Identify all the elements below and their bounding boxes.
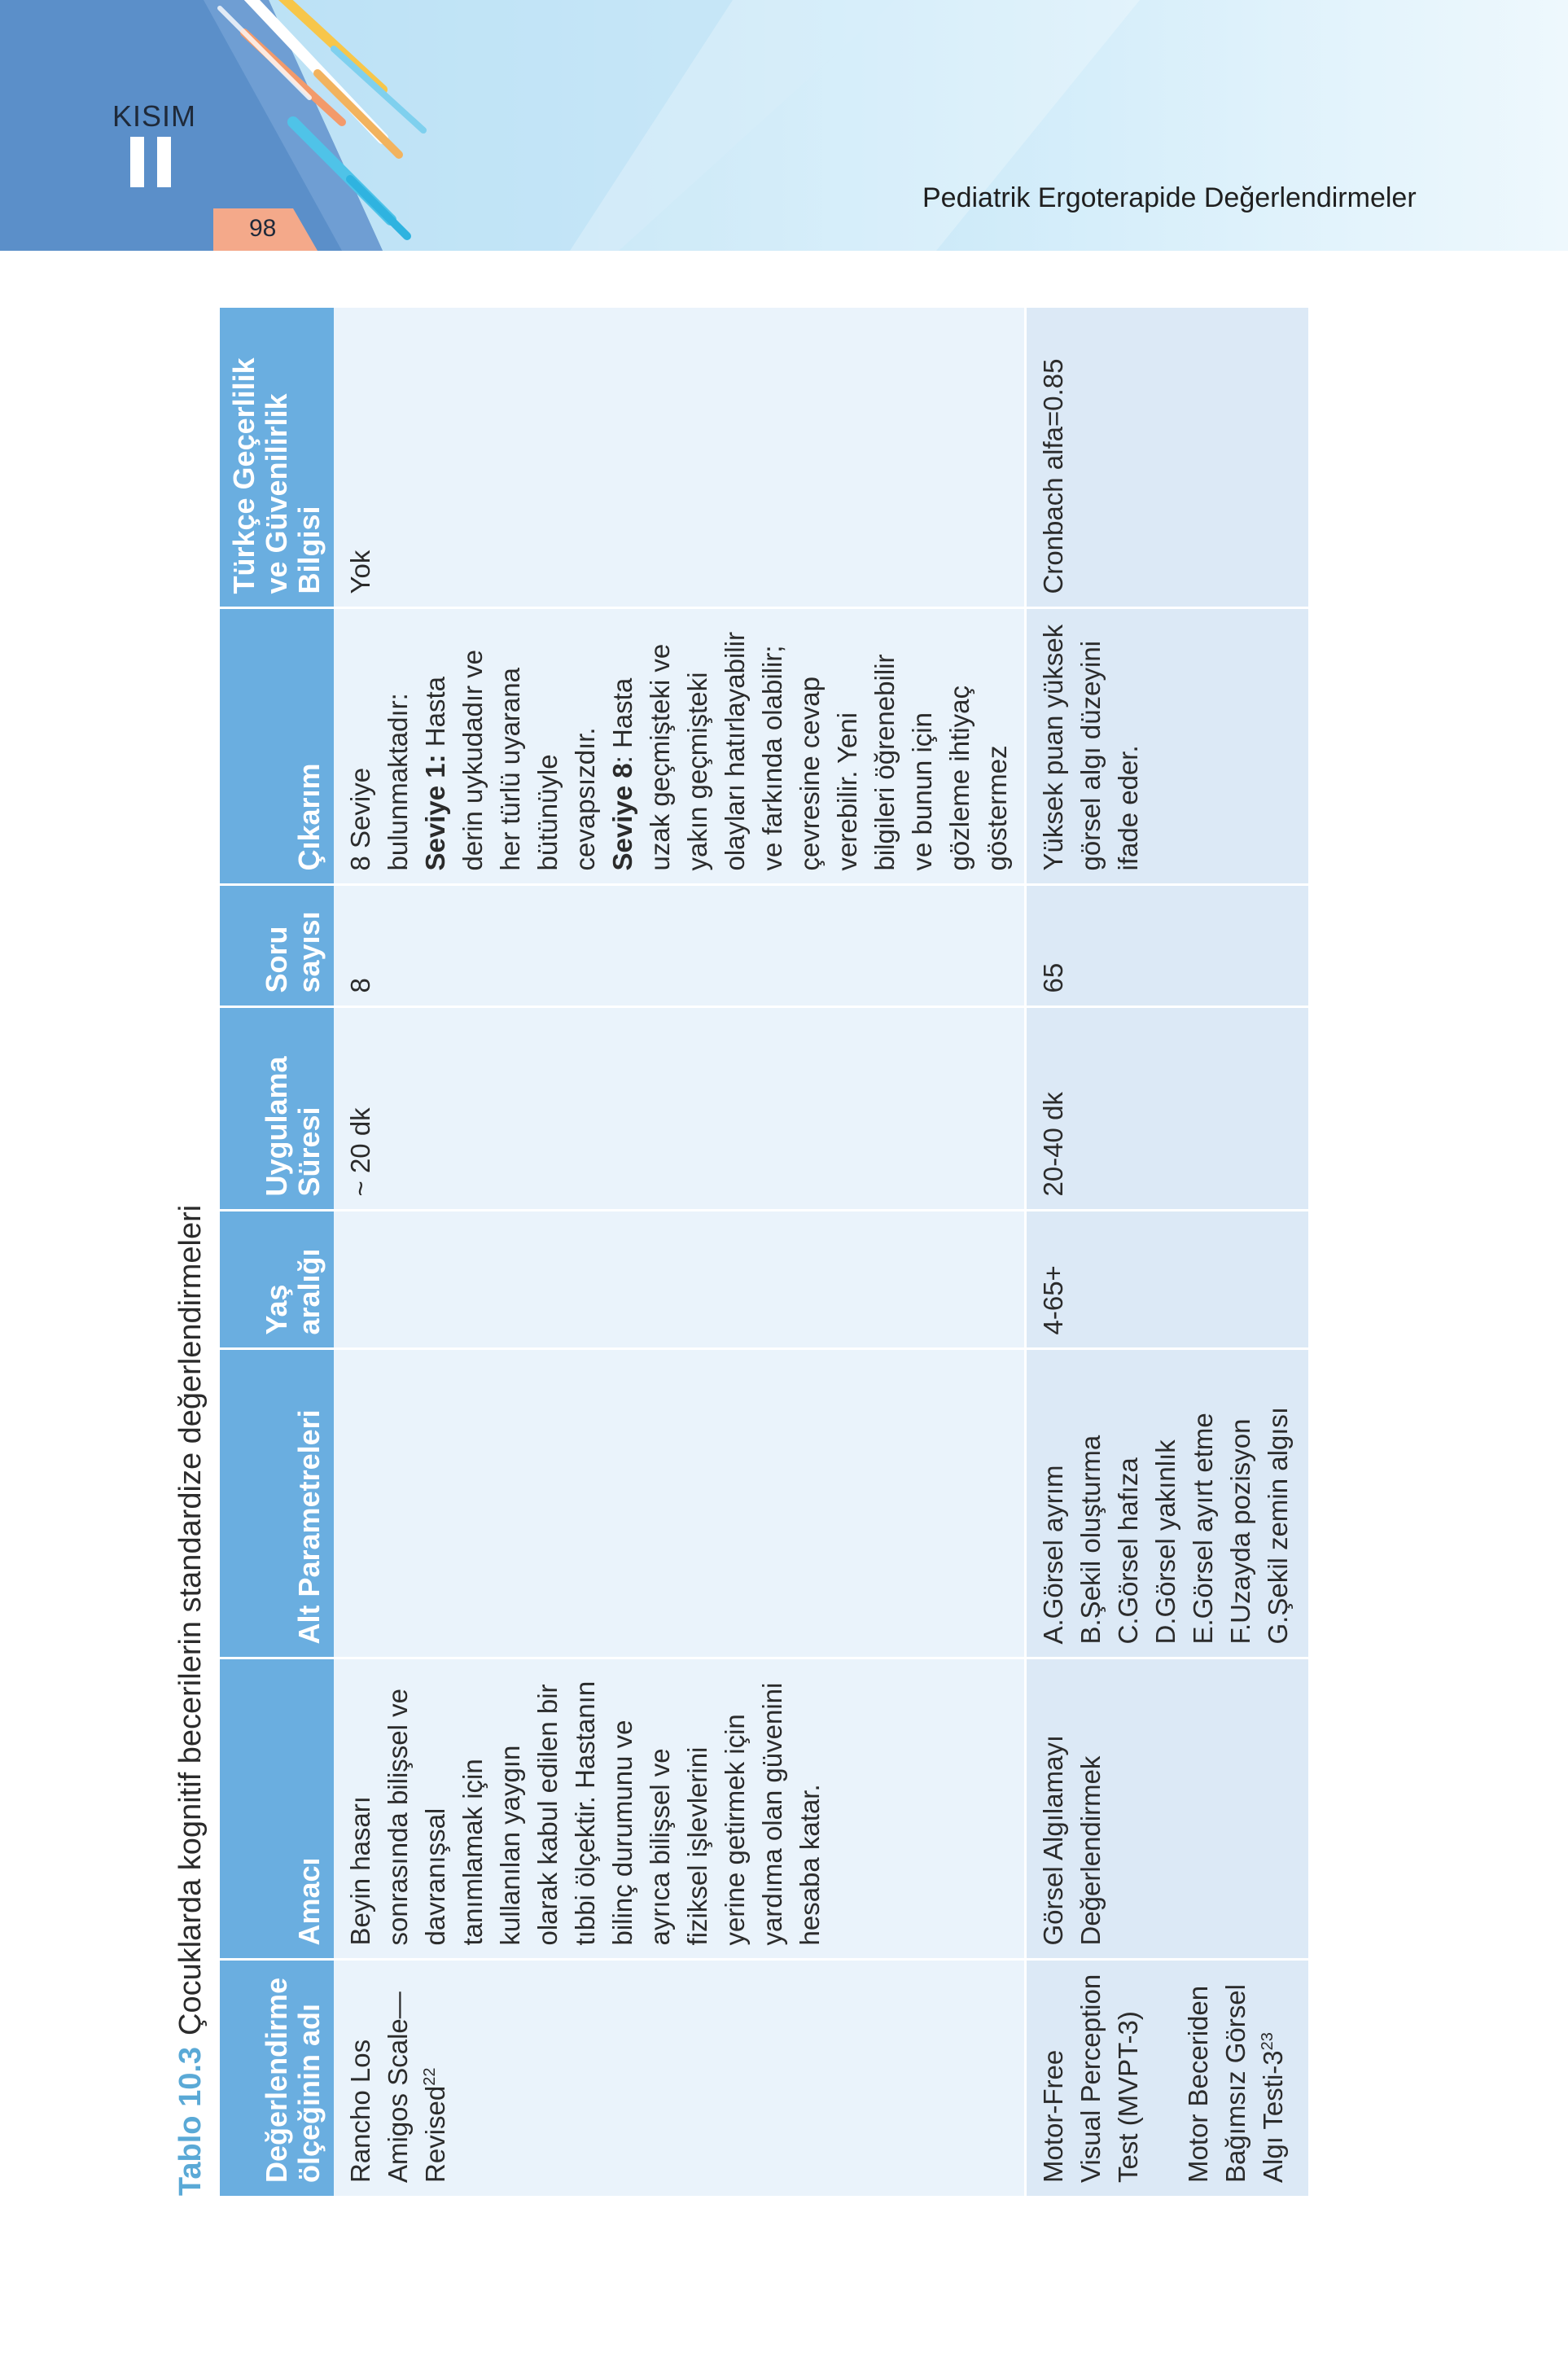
subparam-item: A.Görsel ayrım xyxy=(1038,1465,1068,1645)
header-turkish: Türkçe Geçerlilik ve Güvenilirlik Bilgisi xyxy=(220,307,334,608)
header-age: Yaş aralığı xyxy=(220,1211,334,1349)
cell-age xyxy=(334,1211,1026,1349)
scale-name-turkish: Motor Beceriden Bağımsız Görsel Algı Testi-3 xyxy=(1183,1984,1288,2183)
level-1-label: Seviye 1: xyxy=(420,754,450,871)
header-purpose: Amacı xyxy=(220,1658,334,1960)
header-duration: Uygulama Süresi xyxy=(220,1007,334,1211)
table-row xyxy=(1026,307,1309,2196)
table-header-row xyxy=(220,307,334,2196)
subparam-item: C.Görsel hafıza xyxy=(1113,1457,1143,1645)
table-row xyxy=(334,307,1026,2196)
cell-name xyxy=(334,1960,1026,2196)
level-8-text: : Hasta uzak geçmişteki ve yakın geçmişteki olayları hatırlayabilir ve farkında olabilir; çevresine cevap verebilir. Yeni bilgileri öğrenebilir ve bunun için gözleme ihtiyaç göstermez xyxy=(607,632,1012,871)
table-caption xyxy=(161,1205,220,2196)
output-intro: 8 Seviye bulunmaktadır: xyxy=(345,693,413,871)
part-numeral xyxy=(127,137,174,187)
reference-number: 22 xyxy=(421,2067,439,2086)
cell-duration: ~ 20 dk xyxy=(334,1007,1026,1211)
level-8-label: Seviye 8 xyxy=(607,763,637,871)
subparam-item: F.Uzayda pozisyon xyxy=(1225,1418,1255,1645)
reference-number: 23 xyxy=(1259,2032,1277,2051)
cell-subparams xyxy=(334,1349,1026,1658)
subparam-item: D.Görsel yakınlık xyxy=(1150,1439,1180,1645)
cognitive-assessments-table xyxy=(220,306,1308,2197)
subparam-item: B.Şekil oluşturma xyxy=(1075,1435,1106,1645)
level-1-text: Hasta derin uykudadır ve her türlü uyarana bütünüyle cevapsızdır. xyxy=(420,650,600,871)
subparam-item: G.Şekil zemin algısı xyxy=(1263,1406,1293,1645)
cell-name xyxy=(1026,1960,1309,2196)
cell-output xyxy=(334,608,1026,885)
header-output: Çıkarım xyxy=(220,608,334,885)
rotated-table-area xyxy=(161,307,1293,2196)
cell-purpose: Beyin hasarı sonrasında bilişsel ve davranışsal tanımlamak için kullanılan yaygın olarak kabul edilen bir tıbbi ölçektir. Hastanın bilinç durumunu ve ayrıca bilişsel ve fiziksel işlevlerini yerine getirmek için yardıma olan güvenini hesaba katar. xyxy=(334,1658,1026,1960)
page-header xyxy=(0,0,1568,251)
subparam-item: E.Görsel ayırt etme xyxy=(1188,1413,1218,1645)
part-label: KISIM xyxy=(112,99,197,133)
cell-age: 4-65+ xyxy=(1026,1211,1309,1349)
cell-output: Yüksek puan yüksek görsel algı düzeyini ifade eder. xyxy=(1026,608,1309,885)
scale-name: Motor-Free Visual Perception Test (MVPT-3) xyxy=(1038,1974,1143,2183)
running-title: Pediatrik Ergoterapide Değerlendirmeler xyxy=(922,182,1417,213)
page-number: 98 xyxy=(249,215,277,242)
cell-duration: 20-40 dk xyxy=(1026,1007,1309,1211)
header-subparams: Alt Parametreleri xyxy=(220,1349,334,1658)
scale-name: Rancho Los Amigos Scale—Revised xyxy=(345,1991,450,2183)
header-items: Soru sayısı xyxy=(220,885,334,1007)
header-name: Değerlendirme ölçeğinin adı xyxy=(220,1960,334,2196)
cell-items: 8 xyxy=(334,885,1026,1007)
table-caption-text: Çocuklarda kognitif becerilerin standardize değerlendirmeleri xyxy=(173,1204,208,2035)
cell-purpose: Görsel Algılamayı Değerlendirmek xyxy=(1026,1658,1309,1960)
cell-turkish: Cronbach alfa=0.85 xyxy=(1026,307,1309,608)
cell-turkish: Yok xyxy=(334,307,1026,608)
cell-subparams xyxy=(1026,1349,1309,1658)
table-caption-label: Tablo 10.3 xyxy=(173,2046,208,2196)
cell-items: 65 xyxy=(1026,885,1309,1007)
